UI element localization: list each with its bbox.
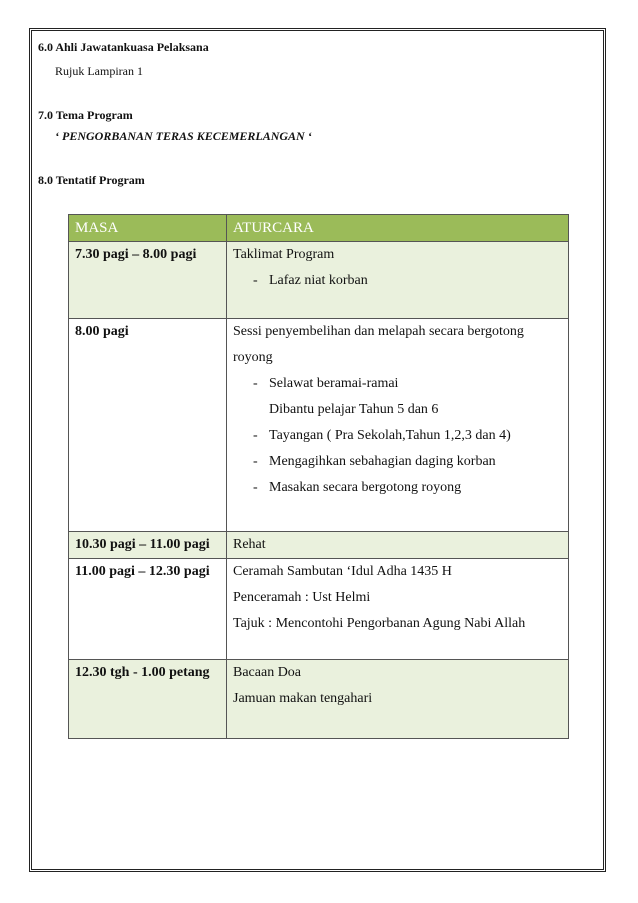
aturcara-line: royong [233, 350, 273, 365]
section-8-title: 8.0 Tentatif Program [38, 173, 145, 187]
row-masa: 7.30 pagi – 8.00 pagi [69, 242, 227, 319]
aturcara-line: Ceramah Sambutan ‘Idul Adha 1435 H [233, 564, 452, 579]
aturcara-line: Jamuan makan tengahari [233, 691, 373, 706]
aturcara-note: Dibantu pelajar Tahun 5 dan 6 [269, 402, 439, 417]
table-row [69, 532, 569, 559]
row-aturcara [227, 242, 569, 319]
section-6-sub: Rujuk Lampiran 1 [55, 64, 143, 78]
row-masa: 11.00 pagi – 12.30 pagi [69, 559, 227, 660]
aturcara-bullet: - Masakan secara bergotong royong [233, 475, 562, 501]
row-aturcara [227, 660, 569, 739]
aturcara-line: Tajuk : Mencontohi Pengorbanan Agung Nabi Allah [233, 616, 526, 631]
aturcara-bullet: - Tayangan ( Pra Sekolah,Tahun 1,2,3 dan 4) [233, 423, 562, 449]
table-row [69, 242, 569, 319]
row-masa: 8.00 pagi [69, 319, 227, 532]
aturcara-line: Taklimat Program [233, 247, 335, 262]
section-7-title: 7.0 Tema Program [38, 108, 133, 122]
header-aturcara: ATURCARA [227, 215, 569, 242]
table-row [69, 319, 569, 532]
row-masa: 12.30 tgh - 1.00 petang [69, 660, 227, 739]
header-masa: MASA [69, 215, 227, 242]
aturcara-bullet: - Selawat beramai-ramai [233, 371, 562, 397]
row-aturcara: Rehat [227, 532, 569, 559]
aturcara-line: Bacaan Doa [233, 665, 302, 680]
table-row [69, 559, 569, 660]
tentatif-table [68, 214, 569, 739]
row-aturcara [227, 319, 569, 532]
row-aturcara [227, 559, 569, 660]
table-row [69, 660, 569, 739]
section-6-title: 6.0 Ahli Jawatankuasa Pelaksana [38, 40, 209, 54]
table-header-row [69, 215, 569, 242]
section-7-theme: ‘ PENGORBANAN TERAS KECEMERLANGAN ‘ [55, 129, 312, 143]
aturcara-line: Penceramah : Ust Helmi [233, 590, 371, 605]
row-masa: 10.30 pagi – 11.00 pagi [69, 532, 227, 559]
aturcara-bullet: - Lafaz niat korban [233, 268, 562, 294]
aturcara-line: Sessi penyembelihan dan melapah secara bergotong [233, 324, 524, 339]
aturcara-bullet: - Mengagihkan sebahagian daging korban [233, 449, 562, 475]
